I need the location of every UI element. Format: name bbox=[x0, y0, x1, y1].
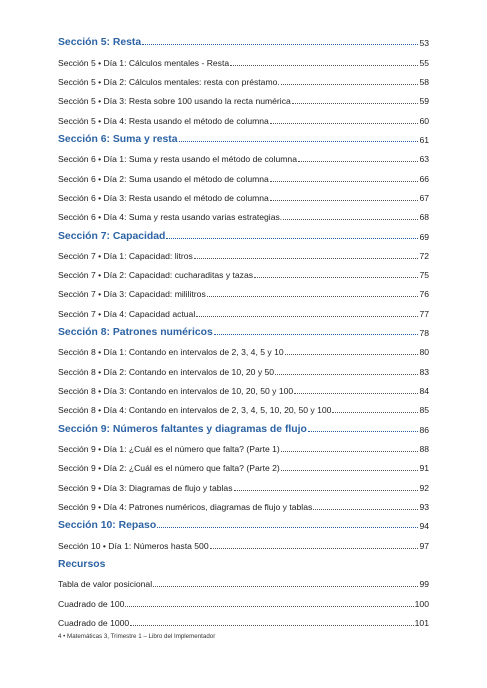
toc-page-number: 77 bbox=[419, 308, 429, 319]
toc-label: Sección 6 • Día 4: Suma y resta usando varias estrategias. bbox=[58, 212, 283, 223]
toc-page-number: 78 bbox=[419, 328, 429, 339]
toc-entry[interactable] bbox=[58, 48, 429, 67]
toc-label: Recursos bbox=[58, 558, 106, 570]
toc-page-number: 91 bbox=[419, 463, 429, 474]
toc-entry[interactable] bbox=[58, 145, 429, 164]
toc-label: Cuadrado de 1000 bbox=[58, 617, 130, 628]
toc-entry[interactable] bbox=[58, 280, 429, 299]
dot-leader bbox=[153, 585, 418, 587]
toc-label: Sección 6 • Día 3: Resta usando el método de columna bbox=[58, 192, 269, 203]
toc-page-number: 92 bbox=[419, 482, 429, 493]
dot-leader bbox=[281, 83, 419, 85]
toc-entry[interactable] bbox=[58, 357, 429, 376]
page-footer: 4 • Matemáticas 3, Trimestre 1 – Libro del Implementador bbox=[58, 633, 216, 640]
dot-leader bbox=[157, 526, 418, 528]
toc-entry[interactable] bbox=[58, 589, 429, 608]
dot-leader bbox=[313, 508, 418, 510]
toc-page-number: 60 bbox=[419, 115, 429, 126]
dot-leader bbox=[230, 64, 418, 66]
toc-label: Sección 6 • Día 2: Suma usando el método de columna bbox=[58, 173, 269, 184]
dot-leader bbox=[179, 140, 419, 142]
toc-label: Sección 10: Repaso bbox=[58, 520, 157, 532]
toc-label: Sección 5 • Día 3: Resta sobre 100 usando la recta numérica bbox=[58, 96, 291, 107]
dot-leader bbox=[234, 489, 419, 491]
toc-page-number: 93 bbox=[419, 501, 429, 512]
dot-leader bbox=[194, 257, 419, 259]
toc-entry[interactable] bbox=[58, 435, 429, 454]
toc-page-number: 61 bbox=[419, 134, 429, 145]
toc-label: Sección 7 • Día 1: Capacidad: litros bbox=[58, 250, 193, 261]
toc-entry[interactable] bbox=[58, 299, 429, 318]
toc-entry[interactable] bbox=[58, 609, 429, 628]
toc-label: Sección 9 • Día 3: Diagramas de flujo y tablas bbox=[58, 482, 233, 493]
toc-entry[interactable] bbox=[58, 338, 429, 357]
toc-page-number: 84 bbox=[419, 386, 429, 397]
toc-label: Sección 8 • Día 1: Contando en intervalos de 2, 3, 4, 5 y 10 bbox=[58, 347, 284, 358]
dot-leader bbox=[285, 353, 419, 355]
dot-leader bbox=[270, 199, 419, 201]
dot-leader bbox=[196, 315, 418, 317]
dot-leader bbox=[270, 122, 419, 124]
toc-entry[interactable] bbox=[58, 493, 429, 512]
toc-label: Sección 9 • Día 4: Patrones numéricos, diagramas de flujo y tablas bbox=[58, 501, 313, 512]
toc-section-heading[interactable] bbox=[58, 222, 429, 241]
toc-heading[interactable] bbox=[58, 551, 429, 570]
dot-leader bbox=[125, 605, 413, 607]
toc-page-number: 86 bbox=[419, 424, 429, 435]
toc-page-number: 97 bbox=[419, 540, 429, 551]
toc-page-number: 94 bbox=[419, 521, 429, 532]
toc-section-heading[interactable] bbox=[58, 29, 429, 48]
dot-leader bbox=[270, 180, 419, 182]
toc-entry[interactable] bbox=[58, 531, 429, 550]
toc-label: Sección 9 • Día 2: ¿Cuál es el número que falta? (Parte 2) bbox=[58, 463, 280, 474]
toc-page-number: 83 bbox=[419, 366, 429, 377]
dot-leader bbox=[207, 295, 419, 297]
toc-section-heading[interactable] bbox=[58, 415, 429, 434]
toc-page-number: 69 bbox=[419, 231, 429, 242]
dot-leader bbox=[166, 237, 418, 239]
toc-page-number: 99 bbox=[419, 579, 429, 590]
toc-label: Sección 8 • Día 3: Contando en intervalos de 10, 20, 50 y 100 bbox=[58, 386, 294, 397]
toc-page-number: 58 bbox=[419, 76, 429, 87]
toc-page-number: 68 bbox=[419, 212, 429, 223]
toc-page-number: 75 bbox=[419, 270, 429, 281]
toc-label: Sección 8 • Día 4: Contando en intervalos de 2, 3, 4, 5, 10, 20, 50 y 100 bbox=[58, 405, 332, 416]
toc-label: Sección 7 • Día 4: Capacidad actual bbox=[58, 308, 196, 319]
toc-page-number: 63 bbox=[419, 154, 429, 165]
toc-entry[interactable] bbox=[58, 396, 429, 415]
dot-leader bbox=[281, 450, 419, 452]
dot-leader bbox=[292, 102, 419, 104]
toc-section-heading[interactable] bbox=[58, 126, 429, 145]
toc-section-heading[interactable] bbox=[58, 319, 429, 338]
toc-entry[interactable] bbox=[58, 68, 429, 87]
toc-page-number: 80 bbox=[419, 347, 429, 358]
toc-label: Sección 7 • Día 3: Capacidad: mililitros bbox=[58, 289, 206, 300]
toc-page-number: 100 bbox=[414, 598, 429, 609]
toc-label: Sección 9 • Día 1: ¿Cuál es el número que falta? (Parte 1) bbox=[58, 444, 280, 454]
toc-page-number: 59 bbox=[419, 96, 429, 107]
toc-page-number: 88 bbox=[419, 444, 429, 454]
toc-entry[interactable] bbox=[58, 570, 429, 589]
dot-leader bbox=[254, 276, 418, 278]
toc-page-number: 53 bbox=[419, 38, 429, 49]
toc-label: Cuadrado de 100 bbox=[58, 598, 125, 609]
dot-leader bbox=[308, 430, 419, 432]
dot-leader bbox=[283, 218, 418, 220]
toc-label: Sección 6: Suma y resta bbox=[58, 133, 178, 145]
toc-label: Sección 6 • Día 1: Suma y resta usando el método de columna bbox=[58, 154, 297, 165]
toc-entry[interactable] bbox=[58, 184, 429, 203]
toc-section-heading[interactable] bbox=[58, 512, 429, 531]
toc-page-number: 72 bbox=[419, 250, 429, 261]
toc-page-number: 101 bbox=[414, 617, 429, 628]
dot-leader bbox=[214, 333, 419, 335]
dot-leader bbox=[294, 392, 418, 394]
toc-entry[interactable] bbox=[58, 242, 429, 261]
toc-page-number: 76 bbox=[419, 289, 429, 300]
toc-label: Sección 8 • Día 2: Contando en intervalos de 10, 20 y 50 bbox=[58, 366, 275, 377]
toc-entry[interactable] bbox=[58, 87, 429, 106]
toc-label: Sección 5 • Día 2: Cálculos mentales: resta con préstamo. bbox=[58, 76, 280, 87]
dot-leader bbox=[210, 547, 419, 549]
toc-label: Tabla de valor posicional bbox=[58, 579, 153, 590]
toc-page-number: 67 bbox=[419, 192, 429, 203]
dot-leader bbox=[130, 624, 413, 626]
dot-leader bbox=[298, 160, 418, 162]
toc-label: Sección 7 • Día 2: Capacidad: cucharaditas y tazas bbox=[58, 270, 254, 281]
toc-entry[interactable] bbox=[58, 106, 429, 125]
toc-page-number: 66 bbox=[419, 173, 429, 184]
toc-entry[interactable] bbox=[58, 261, 429, 280]
dot-leader bbox=[332, 411, 418, 413]
toc-entry[interactable] bbox=[58, 164, 429, 183]
toc-label: Sección 5 • Día 1: Cálculos mentales - Resta bbox=[58, 57, 230, 68]
toc-label: Sección 10 • Día 1: Números hasta 500 bbox=[58, 540, 209, 551]
dot-leader bbox=[275, 373, 418, 375]
dot-leader bbox=[281, 469, 419, 471]
toc-label: Sección 5: Resta bbox=[58, 37, 142, 49]
toc-label: Sección 8: Patrones numéricos bbox=[58, 327, 213, 339]
toc-page-number: 85 bbox=[419, 405, 429, 416]
toc-entry[interactable] bbox=[58, 377, 429, 396]
toc-entry[interactable] bbox=[58, 473, 429, 492]
toc-label: Sección 9: Números faltantes y diagramas de flujo bbox=[58, 423, 307, 435]
toc-entry[interactable] bbox=[58, 454, 429, 473]
toc-page-number: 55 bbox=[419, 57, 429, 68]
dot-leader bbox=[142, 43, 418, 45]
toc-label: Sección 5 • Día 4: Resta usando el método de columna bbox=[58, 115, 269, 126]
toc-entry[interactable] bbox=[58, 203, 429, 222]
toc-label: Sección 7: Capacidad bbox=[58, 230, 166, 242]
table-of-contents bbox=[58, 29, 429, 628]
